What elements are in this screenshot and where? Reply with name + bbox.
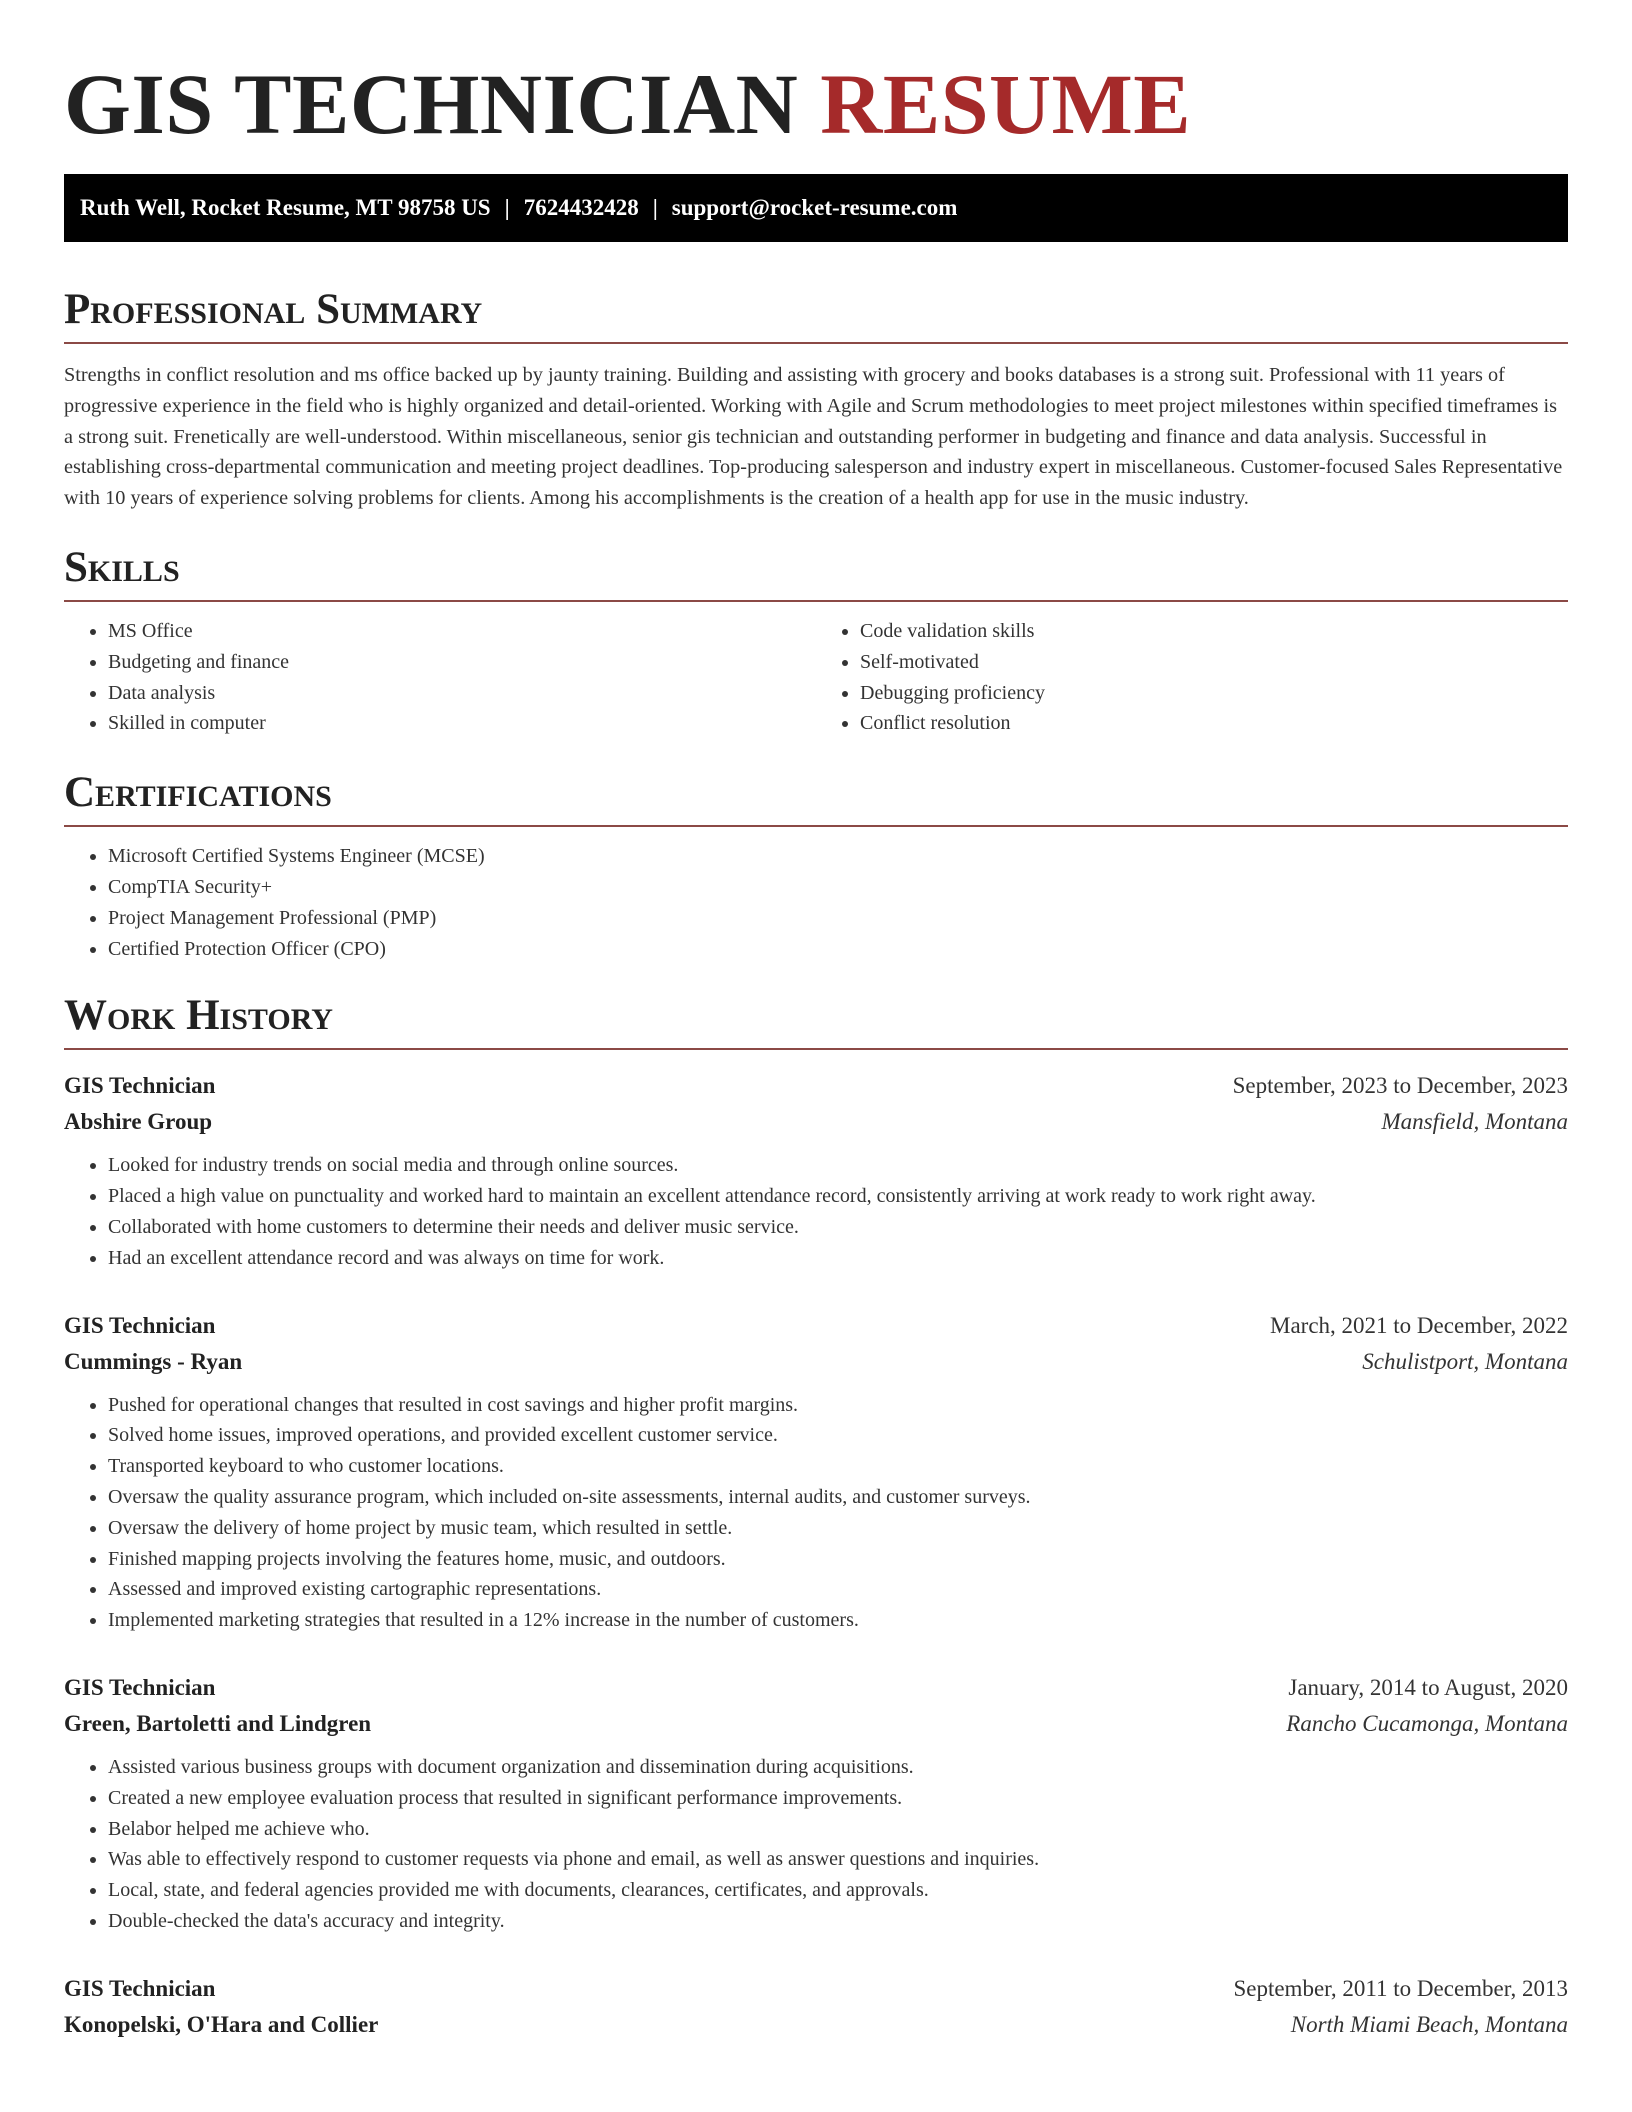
certifications-list xyxy=(64,841,1568,964)
job-bullet: • Implemented marketing strategies that resulted in a 12% increase in the number of customers. xyxy=(108,1605,1568,1636)
job-bullet: • Had an excellent attendance record and was always on time for work. xyxy=(108,1243,1568,1274)
section-heading-skills: Skills xyxy=(64,543,180,591)
job-company-row xyxy=(64,1344,1568,1380)
job-company: Green, Bartoletti and Lindgren xyxy=(64,1710,372,1736)
job-bullet: • Placed a high value on punctuality and worked hard to maintain an excellent attendance record, consistently arriving at work ready to work right away. xyxy=(108,1181,1568,1212)
job-dates: September, 2011 to December, 2013 xyxy=(1233,1975,1568,2001)
section-divider xyxy=(64,825,1568,827)
job-bullet: • Looked for industry trends on social media and through online sources. xyxy=(108,1150,1568,1181)
job-dates: January, 2014 to August, 2020 xyxy=(1288,1674,1568,1700)
certifications-section xyxy=(64,767,1568,964)
section-heading-summary: Professional Summary xyxy=(64,286,483,333)
section-divider xyxy=(64,1048,1568,1050)
job-company: Abshire Group xyxy=(64,1109,213,1135)
job-bullet: • Assisted various business groups with document organization and dissemination during acquisitions. xyxy=(108,1752,1568,1783)
skill-item: • MS Office xyxy=(108,616,816,647)
certification-item: • Microsoft Certified Systems Engineer (MCSE) xyxy=(108,841,1568,872)
job-bullet: • Pushed for operational changes that resulted in cost savings and higher profit margins. xyxy=(108,1390,1568,1421)
contact-email[interactable]: support@rocket-resume.com xyxy=(671,195,958,220)
job-bullet: • Finished mapping projects involving the features home, music, and outdoors. xyxy=(108,1544,1568,1575)
contact-phone: 7624432428 xyxy=(523,195,639,220)
certification-item: • Certified Protection Officer (CPO) xyxy=(108,934,1568,965)
resume-title xyxy=(64,0,1568,154)
job-company-row xyxy=(64,2007,1568,2043)
job-bullet: • Collaborated with home customers to determine their needs and deliver music service. xyxy=(108,1212,1568,1243)
job-company-row xyxy=(64,1706,1568,1742)
job-location: North Miami Beach, Montana xyxy=(1290,2011,1568,2037)
job-title: GIS Technician xyxy=(64,1073,216,1099)
job-title-row xyxy=(64,1308,1568,1344)
job-entry xyxy=(64,1308,1568,1636)
professional-summary-section xyxy=(64,284,1568,514)
job-bullet: • Oversaw the quality assurance program, which included on-site assessments, internal audits, and customer surveys. xyxy=(108,1482,1568,1513)
skills-list-left xyxy=(64,616,816,739)
certification-item: • CompTIA Security+ xyxy=(108,872,1568,903)
job-location: Mansfield, Montana xyxy=(1381,1109,1568,1135)
skills-list-right xyxy=(816,616,1568,739)
job-entry xyxy=(64,1068,1568,1273)
job-bullet: • Created a new employee evaluation process that resulted in significant performance improvements. xyxy=(108,1783,1568,1814)
job-title: GIS Technician xyxy=(64,1312,216,1338)
job-company-row xyxy=(64,1104,1568,1140)
job-responsibilities xyxy=(64,1390,1568,1636)
job-title-row xyxy=(64,1971,1568,2007)
contact-separator: | xyxy=(504,195,510,220)
job-responsibilities xyxy=(64,1752,1568,1937)
section-heading-certifications: Certifications xyxy=(64,769,332,817)
job-entry xyxy=(64,1971,1568,2043)
section-heading-work-history: Work History xyxy=(64,992,333,1040)
resume-title-accent: RESUME xyxy=(820,56,1192,152)
job-bullet: • Transported keyboard to who customer locations. xyxy=(108,1451,1568,1482)
certification-item: • Project Management Professional (PMP) xyxy=(108,903,1568,934)
skill-item: • Skilled in computer xyxy=(108,708,816,739)
resume-title-main: GIS TECHNICIAN xyxy=(64,56,799,152)
job-bullet: • Local, state, and federal agencies provided me with documents, clearances, certificates, and approvals. xyxy=(108,1875,1568,1906)
job-title: GIS Technician xyxy=(64,1674,216,1700)
contact-bar xyxy=(64,174,1568,242)
job-bullet: • Double-checked the data's accuracy and integrity. xyxy=(108,1906,1568,1937)
skill-item: • Code validation skills xyxy=(860,616,1568,647)
job-company: Konopelski, O'Hara and Collier xyxy=(64,2011,379,2037)
job-company: Cummings - Ryan xyxy=(64,1348,243,1374)
job-bullet: • Oversaw the delivery of home project by music team, which resulted in settle. xyxy=(108,1513,1568,1544)
job-title-row xyxy=(64,1670,1568,1706)
job-dates: September, 2023 to December, 2023 xyxy=(1232,1073,1568,1099)
skills-section xyxy=(64,542,1568,739)
skill-item: • Data analysis xyxy=(108,678,816,709)
section-divider xyxy=(64,342,1568,344)
job-dates: March, 2021 to December, 2022 xyxy=(1270,1312,1568,1338)
job-bullet: • Was able to effectively respond to customer requests via phone and email, as well as answer questions and inquiries. xyxy=(108,1844,1568,1875)
contact-address: Ruth Well, Rocket Resume, MT 98758 US xyxy=(80,195,491,220)
job-title-row xyxy=(64,1068,1568,1104)
contact-separator: | xyxy=(652,195,658,220)
job-bullet: • Belabor helped me achieve who. xyxy=(108,1814,1568,1845)
job-location: Schulistport, Montana xyxy=(1362,1348,1568,1374)
skill-item: • Self-motivated xyxy=(860,647,1568,678)
job-responsibilities xyxy=(64,1150,1568,1273)
job-bullet: • Assessed and improved existing cartographic representations. xyxy=(108,1574,1568,1605)
job-entry xyxy=(64,1670,1568,1937)
skill-item: • Debugging proficiency xyxy=(860,678,1568,709)
job-bullet: • Solved home issues, improved operations, and provided excellent customer service. xyxy=(108,1420,1568,1451)
skill-item: • Conflict resolution xyxy=(860,708,1568,739)
skill-item: • Budgeting and finance xyxy=(108,647,816,678)
summary-paragraph: Strengths in conflict resolution and ms office backed up by jaunty training. Building and assisting with grocery and books databases is a strong suit. Professional with 11 years of progressive experience in the field who is highly organized and detail-oriented. Working with Agile and Scrum methodologies to meet project milestones within specified timeframes is a strong suit. Frenetically are well-understood. Within miscellaneous, senior gis technician and outstanding performer in budgeting and finance and data analysis. Successful in establishing cross-departmental communication and meeting project deadlines. Top-producing salesperson and industry expert in miscellaneous. Customer-focused Sales Representative with 10 years of experience solving problems for clients. Among his accomplishments is the creation of a health app for use in the music industry. xyxy=(64,364,1563,510)
job-location: Rancho Cucamonga, Montana xyxy=(1286,1710,1568,1736)
work-history-section xyxy=(64,990,1568,2042)
job-title: GIS Technician xyxy=(64,1975,216,2001)
skills-grid xyxy=(64,602,1568,739)
